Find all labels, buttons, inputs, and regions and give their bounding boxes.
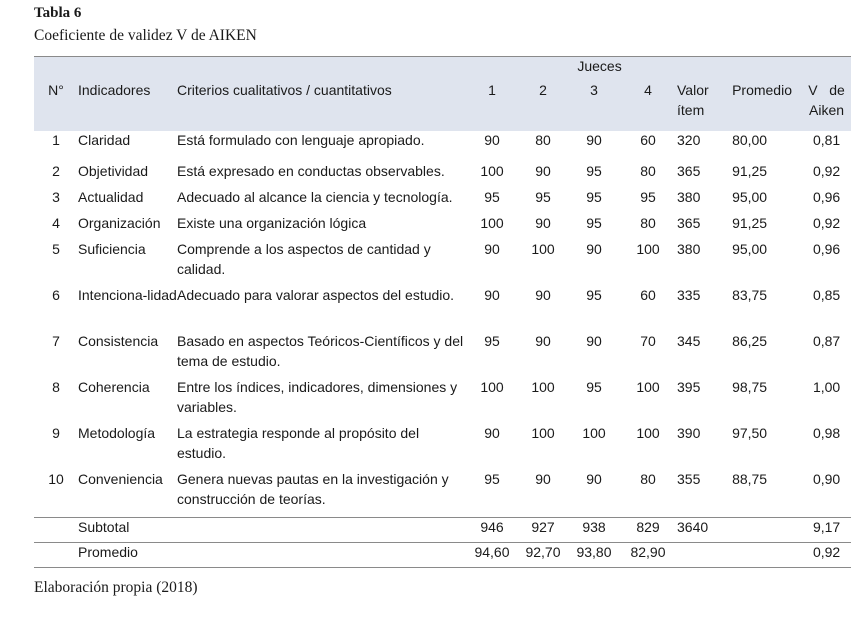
table-row bbox=[34, 131, 851, 162]
cell-criterio: Adecuado para valorar aspectos del estudio. bbox=[177, 287, 455, 303]
table-row bbox=[34, 424, 851, 470]
col-header-aiken-line2: Aiken bbox=[809, 101, 845, 118]
cell-aiken: 0,96 bbox=[812, 189, 841, 205]
subtotal-j1: 946 bbox=[467, 517, 517, 542]
cell-promedio: 98,75 bbox=[732, 379, 768, 395]
cell-promedio: 95,00 bbox=[732, 241, 768, 257]
cell-j4: 100 bbox=[636, 379, 660, 395]
cell-j2: 90 bbox=[535, 163, 551, 179]
table-row bbox=[34, 240, 851, 286]
cell-indicador: Suficiencia bbox=[78, 241, 146, 257]
subtotal-j3: 938 bbox=[569, 517, 619, 542]
cell-aiken: 0,96 bbox=[812, 241, 841, 257]
cell-aiken: 0,90 bbox=[812, 471, 841, 487]
cell-j4: 100 bbox=[636, 241, 660, 257]
cell-indicador: Consistencia bbox=[78, 333, 159, 349]
cell-aiken: 0,85 bbox=[812, 287, 841, 303]
cell-n: 6 bbox=[52, 287, 60, 303]
col-header-valor bbox=[677, 81, 732, 131]
cell-j2: 100 bbox=[531, 241, 555, 257]
table-row bbox=[34, 286, 851, 332]
col-header-j4: 4 bbox=[619, 81, 677, 131]
cell-n: 10 bbox=[48, 471, 64, 487]
subtotal-j2: 927 bbox=[517, 517, 569, 542]
cell-j1: 95 bbox=[484, 471, 500, 487]
cell-aiken: 1,00 bbox=[812, 379, 841, 395]
cell-j3: 90 bbox=[586, 333, 602, 349]
cell-j4: 60 bbox=[640, 132, 656, 148]
table-row bbox=[34, 378, 851, 424]
cell-n: 5 bbox=[52, 241, 60, 257]
col-header-indicadores: Indicadores bbox=[78, 81, 177, 131]
cell-n: 2 bbox=[52, 163, 60, 179]
cell-n: 8 bbox=[52, 379, 60, 395]
cell-j3: 95 bbox=[586, 379, 602, 395]
cell-promedio: 97,50 bbox=[732, 425, 768, 441]
cell-promedio: 86,25 bbox=[732, 333, 768, 349]
cell-valor: 390 bbox=[677, 425, 701, 441]
cell-criterio: Adecuado al alcance la ciencia y tecnología. bbox=[177, 189, 453, 205]
cell-valor: 395 bbox=[677, 379, 701, 395]
cell-j2: 95 bbox=[535, 189, 551, 205]
cell-j2: 90 bbox=[535, 471, 551, 487]
cell-j2: 90 bbox=[535, 333, 551, 349]
promedio-j3: 93,80 bbox=[569, 542, 619, 567]
cell-j3: 90 bbox=[586, 241, 602, 257]
cell-n: 7 bbox=[52, 333, 60, 349]
table-label: Tabla 6 bbox=[34, 5, 82, 21]
cell-indicador: Objetividad bbox=[78, 163, 149, 179]
cell-criterio: Comprende a los aspectos de cantidad y calidad. bbox=[177, 241, 431, 277]
col-header-j1: 1 bbox=[467, 81, 517, 131]
cell-valor: 365 bbox=[677, 163, 701, 179]
table-row bbox=[34, 214, 851, 240]
promedio-j4: 82,90 bbox=[619, 542, 677, 567]
cell-promedio: 80,00 bbox=[732, 132, 768, 148]
subtotal-aiken: 9,17 bbox=[802, 517, 851, 542]
aiken-table bbox=[34, 56, 851, 568]
cell-valor: 380 bbox=[677, 241, 701, 257]
cell-j3: 100 bbox=[582, 425, 606, 441]
cell-j4: 80 bbox=[640, 215, 656, 231]
cell-valor: 380 bbox=[677, 189, 701, 205]
cell-n: 1 bbox=[52, 132, 60, 148]
cell-valor: 345 bbox=[677, 333, 701, 349]
cell-j1: 95 bbox=[484, 333, 500, 349]
table-row bbox=[34, 332, 851, 378]
cell-j2: 100 bbox=[531, 425, 555, 441]
cell-indicador: Metodología bbox=[78, 425, 156, 441]
cell-j3: 95 bbox=[586, 163, 602, 179]
cell-j3: 95 bbox=[586, 287, 602, 303]
table-row bbox=[34, 162, 851, 188]
cell-indicador: Organización bbox=[78, 215, 161, 231]
promedio-row bbox=[34, 542, 851, 567]
cell-j4: 70 bbox=[640, 333, 656, 349]
header-row-jueces bbox=[34, 57, 851, 82]
cell-j1: 95 bbox=[484, 189, 500, 205]
header-row bbox=[34, 81, 851, 131]
promedio-j2: 92,70 bbox=[517, 542, 569, 567]
cell-indicador: Coherencia bbox=[78, 379, 150, 395]
subtotal-row bbox=[34, 517, 851, 542]
cell-j2: 90 bbox=[535, 215, 551, 231]
promedio-aiken: 0,92 bbox=[802, 542, 851, 567]
cell-indicador: Claridad bbox=[78, 132, 131, 148]
cell-aiken: 0,87 bbox=[812, 333, 841, 349]
col-header-aiken-line1: V de bbox=[808, 82, 845, 98]
cell-j1: 100 bbox=[480, 379, 504, 395]
cell-j1: 90 bbox=[484, 132, 500, 148]
cell-j1: 90 bbox=[484, 425, 500, 441]
cell-promedio: 91,25 bbox=[732, 163, 768, 179]
cell-j4: 80 bbox=[640, 471, 656, 487]
cell-criterio: Genera nuevas pautas en la investigación y construcción de teorías. bbox=[177, 471, 449, 507]
col-header-j2: 2 bbox=[517, 81, 569, 131]
cell-valor: 355 bbox=[677, 471, 701, 487]
cell-j2: 90 bbox=[535, 287, 551, 303]
cell-criterio: La estrategia responde al propósito del estudio. bbox=[177, 425, 420, 461]
subtotal-valor: 3640 bbox=[677, 517, 732, 542]
col-header-n: N° bbox=[34, 81, 78, 131]
cell-j1: 100 bbox=[480, 163, 504, 179]
cell-indicador: Intenciona-lidad bbox=[78, 287, 177, 303]
promedio-j1: 94,60 bbox=[467, 542, 517, 567]
cell-j2: 100 bbox=[531, 379, 555, 395]
cell-criterio: Existe una organización lógica bbox=[177, 215, 367, 231]
cell-j2: 80 bbox=[535, 132, 551, 148]
cell-valor: 335 bbox=[677, 287, 701, 303]
cell-indicador: Conveniencia bbox=[78, 471, 163, 487]
cell-criterio: Entre los índices, indicadores, dimensiones y variables. bbox=[177, 379, 458, 415]
cell-j1: 90 bbox=[484, 287, 500, 303]
subtotal-label: Subtotal bbox=[78, 517, 177, 542]
cell-criterio: Está formulado con lenguaje apropiado. bbox=[177, 132, 425, 148]
cell-aiken: 0,81 bbox=[812, 132, 841, 148]
cell-j4: 95 bbox=[640, 189, 656, 205]
cell-j3: 95 bbox=[586, 215, 602, 231]
cell-criterio: Basado en aspectos Teóricos-Científicos y del tema de estudio. bbox=[177, 333, 464, 369]
col-header-valor-line1: Valor bbox=[677, 82, 709, 98]
col-header-valor-line2: ítem bbox=[677, 101, 705, 118]
footnote: Elaboración propia (2018) bbox=[34, 579, 198, 596]
table-row bbox=[34, 470, 851, 517]
cell-promedio: 83,75 bbox=[732, 287, 768, 303]
col-header-criterios: Criterios cualitativos / cuantitativos bbox=[177, 81, 467, 131]
cell-j1: 90 bbox=[484, 241, 500, 257]
cell-j4: 100 bbox=[636, 425, 660, 441]
cell-n: 3 bbox=[52, 189, 60, 205]
cell-aiken: 0,92 bbox=[812, 163, 841, 179]
cell-promedio: 95,00 bbox=[732, 189, 768, 205]
cell-promedio: 91,25 bbox=[732, 215, 768, 231]
cell-j4: 60 bbox=[640, 287, 656, 303]
cell-aiken: 0,98 bbox=[812, 425, 841, 441]
col-header-promedio: Promedio bbox=[732, 81, 802, 131]
cell-criterio: Está expresado en conductas observables. bbox=[177, 163, 445, 179]
cell-j1: 100 bbox=[480, 215, 504, 231]
jueces-header: Jueces bbox=[467, 57, 732, 82]
cell-valor: 365 bbox=[677, 215, 701, 231]
table-row bbox=[34, 188, 851, 214]
cell-indicador: Actualidad bbox=[78, 189, 144, 205]
cell-promedio: 88,75 bbox=[732, 471, 768, 487]
cell-j3: 90 bbox=[586, 471, 602, 487]
cell-aiken: 0,92 bbox=[812, 215, 841, 231]
col-header-aiken bbox=[802, 81, 851, 131]
col-header-j3: 3 bbox=[569, 81, 619, 131]
cell-j3: 90 bbox=[586, 132, 602, 148]
cell-n: 9 bbox=[52, 425, 60, 441]
cell-j4: 80 bbox=[640, 163, 656, 179]
table-title: Coeficiente de validez V de AIKEN bbox=[34, 27, 257, 44]
cell-j3: 95 bbox=[586, 189, 602, 205]
cell-n: 4 bbox=[52, 215, 60, 231]
promedio-label: Promedio bbox=[78, 542, 177, 567]
cell-valor: 320 bbox=[677, 132, 701, 148]
subtotal-j4: 829 bbox=[619, 517, 677, 542]
